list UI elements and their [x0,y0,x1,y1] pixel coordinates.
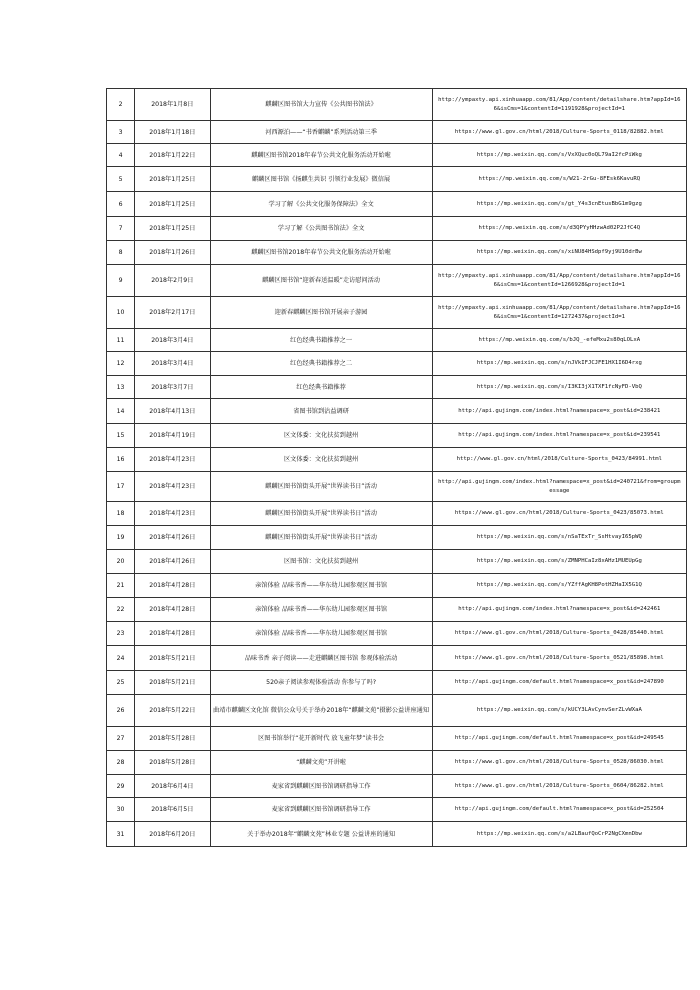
row-link[interactable]: https://mp.weixin.qq.com/s/VxXQuc0oQL79aI2fcPiWkg [432,144,686,167]
row-title: 区图书馆举行“花开新时代 放飞童年梦”读书会 [210,727,432,751]
row-date: 2018年4月23日 [135,502,210,526]
row-title: 麒麟区图书馆街头开展“世界读书日”活动 [210,502,432,526]
row-title: 河西源泊——“书香麒麟”系列活动第三季 [210,121,432,144]
row-title: 麒麟区图书馆2018年春节公共文化服务活动开始啦 [210,144,432,167]
row-link[interactable]: https://mp.weixin.qq.com/s/bJQ_-efeMxu2s80qLOLxA [432,329,686,352]
row-title: 品味书香 亲子阅读——走进麒麟区图书馆 参观体验活动 [210,646,432,671]
row-title: 亲馆体验 品味书香——华东幼儿园参观区图书馆 [210,598,432,622]
table-row [107,217,687,241]
table-row [107,424,687,448]
table-row [107,121,687,144]
table-row [107,502,687,526]
row-date: 2018年4月28日 [135,574,210,598]
table-row [107,144,687,167]
row-link[interactable]: https://mp.weixin.qq.com/s/kUCY3LAvCynvSerZLvWXaA [432,695,686,727]
row-link[interactable]: http://ympaxty.api.xinhuaapp.com/81/App/content/detailshare.htm?appId=166&isCms=1&contentId=1272437&projectId=1 [432,297,686,329]
row-link[interactable]: https://mp.weixin.qq.com/s/xiNU84HSdpf9yj9U10drBw [432,241,686,265]
row-number: 16 [107,448,135,472]
document-page [106,88,687,847]
row-date: 2018年4月23日 [135,448,210,472]
row-number: 27 [107,727,135,751]
row-date: 2018年3月4日 [135,329,210,352]
row-number: 13 [107,376,135,399]
row-link[interactable]: https://mp.weixin.qq.com/s/a2LBaufQoCrP2NgCXmnDbw [432,822,686,847]
row-link[interactable]: http://api.gujingm.com/default.html?namespace=x_post&id=252504 [432,798,686,822]
row-number: 19 [107,526,135,550]
row-number: 26 [107,695,135,727]
table-row [107,167,687,192]
row-link[interactable]: https://mp.weixin.qq.com/s/YZffAgKH8PotHZHaIX5G1Q [432,574,686,598]
table-row [107,751,687,775]
row-title: 红色经典书籍推荐 [210,376,432,399]
row-date: 2018年6月5日 [135,798,210,822]
row-number: 30 [107,798,135,822]
row-link[interactable]: http://api.gujingm.com/index.html?namespace=x_post&id=239541 [432,424,686,448]
table-row [107,399,687,424]
row-number: 4 [107,144,135,167]
row-title: 红色经典书籍推荐之二 [210,352,432,376]
row-title: “麒麟文苑”开讲啦 [210,751,432,775]
table-row [107,598,687,622]
row-title: 麦家省到麒麟区图书馆调研指导工作 [210,775,432,798]
row-link[interactable]: https://www.gl.gov.cn/html/2018/Culture-Sports_0423/85073.html [432,502,686,526]
row-date: 2018年4月26日 [135,526,210,550]
table-row [107,526,687,550]
row-number: 2 [107,89,135,121]
row-number: 28 [107,751,135,775]
table-row [107,822,687,847]
row-number: 17 [107,472,135,502]
row-link[interactable]: https://mp.weixin.qq.com/s/W21-2rGu-8FEsk6KavuRQ [432,167,686,192]
row-link[interactable]: http://api.gujingm.com/index.html?namespace=x_post&id=238421 [432,399,686,424]
table-row [107,775,687,798]
row-date: 2018年3月7日 [135,376,210,399]
row-link[interactable]: https://mp.weixin.qq.com/s/nJVkIFJCJFE1HX1I6D4rxg [432,352,686,376]
row-number: 3 [107,121,135,144]
row-number: 29 [107,775,135,798]
row-title: 麒麟区图书馆街头开展“世界读书日”活动 [210,472,432,502]
row-link[interactable]: https://mp.weixin.qq.com/s/gt_Y4s3cnEtusBbG1m9gzg [432,192,686,217]
row-link[interactable]: http://api.gujingm.com/index.html?namespace=x_post&id=242461 [432,598,686,622]
row-title: 麦家省到麒麟区图书馆调研指导工作 [210,798,432,822]
row-number: 12 [107,352,135,376]
table-row [107,192,687,217]
row-title: 麒麟区图书馆2018年春节公共文化服务活动开始啦 [210,241,432,265]
row-link[interactable]: http://api.gujingm.com/default.html?namespace=x_post&id=249545 [432,727,686,751]
row-title: 关于举办2018年“麒麟文苑”林业专题 公益讲座的通知 [210,822,432,847]
table-row [107,352,687,376]
row-date: 2018年1月25日 [135,192,210,217]
row-date: 2018年5月21日 [135,671,210,695]
row-number: 18 [107,502,135,526]
row-title: 麒麟区图书馆大力宣传《公共图书馆法》 [210,89,432,121]
row-link[interactable]: https://www.gl.gov.cn/html/2018/Culture-Sports_0118/82882.html [432,121,686,144]
row-title: 亲馆体验 品味书香——华东幼儿园参观区图书馆 [210,622,432,646]
row-date: 2018年5月28日 [135,751,210,775]
row-title: 省图书馆到沾益调研 [210,399,432,424]
row-date: 2018年5月28日 [135,727,210,751]
table-row [107,646,687,671]
row-number: 11 [107,329,135,352]
table-row [107,448,687,472]
row-number: 10 [107,297,135,329]
row-title: 红色经典书籍推荐之一 [210,329,432,352]
row-link[interactable]: https://www.gl.gov.cn/html/2018/Culture-Sports_0521/85898.html [432,646,686,671]
table-row [107,550,687,574]
table-row [107,297,687,329]
row-link[interactable]: https://mp.weixin.qq.com/s/d3QPYyHHzwAd02P2JfC4Q [432,217,686,241]
row-number: 22 [107,598,135,622]
row-date: 2018年6月20日 [135,822,210,847]
row-date: 2018年1月25日 [135,217,210,241]
table-row [107,671,687,695]
row-title: 麒麟区图书馆“迎新春送温暖”走访慰问活动 [210,265,432,297]
publicity-table [106,88,687,847]
row-number: 9 [107,265,135,297]
table-row [107,265,687,297]
row-date: 2018年5月22日 [135,695,210,727]
row-number: 5 [107,167,135,192]
row-link[interactable]: https://mp.weixin.qq.com/s/nSaTExTr_SsHtvayI65pWQ [432,526,686,550]
row-date: 2018年3月4日 [135,352,210,376]
row-title: 曲靖市麒麟区文化馆 微信公众号关于举办2018年“麒麟文苑”摄影公益讲座通知 [210,695,432,727]
row-date: 2018年4月19日 [135,424,210,448]
row-number: 21 [107,574,135,598]
row-number: 31 [107,822,135,847]
row-number: 25 [107,671,135,695]
row-date: 2018年1月25日 [135,167,210,192]
table-row [107,622,687,646]
row-link[interactable]: https://www.gl.gov.cn/html/2018/Culture-Sports_0528/86030.html [432,751,686,775]
row-link[interactable]: https://www.gl.gov.cn/html/2018/Culture-Sports_0604/86282.html [432,775,686,798]
table-row [107,241,687,265]
row-date: 2018年1月22日 [135,144,210,167]
row-title: 麒麟区图书馆《扬麒生共识 引领行业发展》微信展 [210,167,432,192]
table-row [107,472,687,502]
row-number: 6 [107,192,135,217]
row-date: 2018年1月18日 [135,121,210,144]
row-date: 2018年4月13日 [135,399,210,424]
row-link[interactable]: http://api.gujingm.com/default.html?namespace=x_post&id=247890 [432,671,686,695]
row-title: 学习了解《公共图书馆法》全文 [210,217,432,241]
row-title: 迎新春麒麟区图书馆开展亲子游园 [210,297,432,329]
row-link[interactable]: https://mp.weixin.qq.com/s/ZMNPHCaIz8xAHz1MUEUpGg [432,550,686,574]
row-number: 15 [107,424,135,448]
row-date: 2018年4月23日 [135,472,210,502]
row-date: 2018年2月17日 [135,297,210,329]
row-title: 麒麟区图书馆街头开展“世界读书日”活动 [210,526,432,550]
row-title: 亲馆体验 品味书香——华东幼儿园参观区图书馆 [210,574,432,598]
table-row [107,727,687,751]
row-number: 8 [107,241,135,265]
row-number: 24 [107,646,135,671]
row-link[interactable]: http://www.gl.gov.cn/html/2018/Culture-Sports_0423/84991.html [432,448,686,472]
row-link[interactable]: https://www.gl.gov.cn/html/2018/Culture-Sports_0428/85440.html [432,622,686,646]
table-row [107,695,687,727]
row-date: 2018年4月26日 [135,550,210,574]
row-title: 520亲子阅读参观体验活动 你参与了吗? [210,671,432,695]
row-date: 2018年4月28日 [135,622,210,646]
table-body [107,89,687,847]
table-row [107,89,687,121]
row-link[interactable]: http://ympaxty.api.xinhuaapp.com/81/App/content/detailshare.htm?appId=166&isCms=1&contentId=1191928&projectId=1 [432,89,686,121]
row-link[interactable]: https://mp.weixin.qq.com/s/I3KI3jX1TXF1fcNyFD-VbQ [432,376,686,399]
row-date: 2018年2月9日 [135,265,210,297]
row-date: 2018年6月4日 [135,775,210,798]
table-row [107,574,687,598]
row-title: 区文体委：文化扶贫到越州 [210,424,432,448]
table-row [107,329,687,352]
row-number: 20 [107,550,135,574]
row-link[interactable]: http://ympaxty.api.xinhuaapp.com/81/App/content/detailshare.htm?appId=166&isCms=1&contentId=1266928&projectId=1 [432,265,686,297]
row-date: 2018年1月26日 [135,241,210,265]
row-date: 2018年4月28日 [135,598,210,622]
row-date: 2018年5月21日 [135,646,210,671]
row-date: 2018年1月8日 [135,89,210,121]
row-number: 14 [107,399,135,424]
row-title: 学习了解《公共文化服务保障法》全文 [210,192,432,217]
row-number: 23 [107,622,135,646]
row-title: 区文体委：文化扶贫到越州 [210,448,432,472]
row-number: 7 [107,217,135,241]
table-row [107,376,687,399]
row-link[interactable]: http://api.gujingm.com/index.html?namespace=x_post&id=240721&from=groupmessage [432,472,686,502]
row-title: 区图书馆：文化扶贫到越州 [210,550,432,574]
table-row [107,798,687,822]
